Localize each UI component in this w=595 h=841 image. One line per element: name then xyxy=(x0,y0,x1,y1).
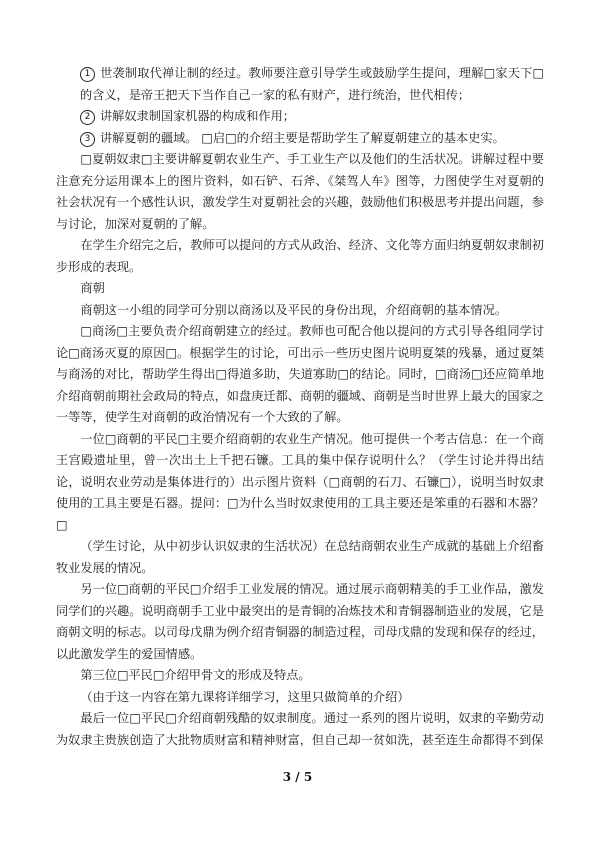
section-heading: 商朝 xyxy=(80,281,105,295)
page-content xyxy=(56,63,544,751)
circled-number: 3 xyxy=(80,132,95,147)
paragraph: 第三位□平民□介绍甲骨文的形成及特点。 xyxy=(80,668,311,682)
circled-number: 2 xyxy=(80,110,95,125)
paragraph: □商汤□主要负责介绍商朝建立的经过。教师也可配合他以提问的方式引导各组同学讨论□商汤灭夏的原因□。根据学生的讨论，可出示一些历史图片说明夏桀的残暴，通过夏桀与商汤的对比，帮助学生得出□得道多助，失道寡助□的结论。同时，□商汤□还应简单地介绍商朝前期社会政局的特点，如盘庚迁都、商朝的疆域、商朝是当时世界上最大的国家之一等等，使学生对商朝的政治情况有一个大致的了解。 xyxy=(56,324,544,424)
paragraph: （学生讨论，从中初步认识奴隶的生活状况）在总结商朝农业生产成就的基础上介绍畜牧业发展的情况。 xyxy=(56,539,544,575)
numbered-item-2 xyxy=(56,106,544,128)
item-text: 讲解夏朝的疆域。 □启□的介绍主要是帮助学生了解夏朝建立的基本史实。 xyxy=(100,130,505,145)
circled-number: 1 xyxy=(80,67,95,82)
paragraph: 一位□商朝的平民□主要介绍商朝的农业生产情况。他可提供一个考古信息：在一个商王宫殿遗址里，曾一次出土上千把石镰。工具的集中保存说明什么？（学生讨论并得出结论，说明农业劳动是集体进行的）出示图片资料（□商朝的石刀、石镰□），说明当时奴隶使用的工具主要是石器。提问：□为什么当时奴隶使用的工具主要还是笨重的石器和木器？□ xyxy=(56,431,544,532)
paragraph: 在学生介绍完之后，教师可以提问的方式从政治、经济、文化等方面归纳夏朝奴隶制初步形成的表现。 xyxy=(56,238,544,274)
page-number: 3 / 5 xyxy=(282,770,313,784)
paragraph: □夏朝奴隶□主要讲解夏朝农业生产、手工业生产以及他们的生活状况。讲解过程中要注意充分运用课本上的图片资料，如石铲、石斧、《桀驾人车》图等，力图使学生对夏朝的社会状况有一个感性认识，激发学生对夏朝社会的兴趣，鼓励他们积极思考并提出问题，参与讨论，加深对夏朝的了解。 xyxy=(56,152,544,231)
item-text: 世袭制取代禅让制的经过。教师要注意引导学生或鼓励学生提问，理解□家天下□的含义，是帝王把天下当作自己一家的私有财产，进行统治，世代相传； xyxy=(80,66,544,102)
paragraph: 另一位□商朝的平民□介绍手工业发展的情况。通过展示商朝精美的手工业作品，激发同学们的兴趣。说明商朝手工业中最突出的是青铜的冶炼技术和青铜器制造业的发展，它是商朝文明的标志。以司母戊鼎为例介绍青铜器的制造过程，司母戊鼎的发现和保存的经过，以此激发学生的爱国情感。 xyxy=(56,582,544,661)
numbered-item-1 xyxy=(56,63,544,106)
item-text: 讲解奴隶制国家机器的构成和作用； xyxy=(100,109,295,123)
numbered-item-3 xyxy=(56,128,544,150)
paragraph: 最后一位□平民□介绍商朝残酷的奴隶制度。通过一系列的图片说明，奴隶的辛勤劳动为奴隶主贵族创造了大批物质财富和精神财富，但自己却一贫如洗，甚至连生命都得不到保 xyxy=(56,711,544,747)
paragraph: （由于这一内容在第九课将详细学习，这里只做简单的介绍） xyxy=(80,689,410,704)
paragraph: 商朝这一小组的同学可分别以商汤以及平民的身份出现，介绍商朝的基本情况。 xyxy=(80,302,507,317)
